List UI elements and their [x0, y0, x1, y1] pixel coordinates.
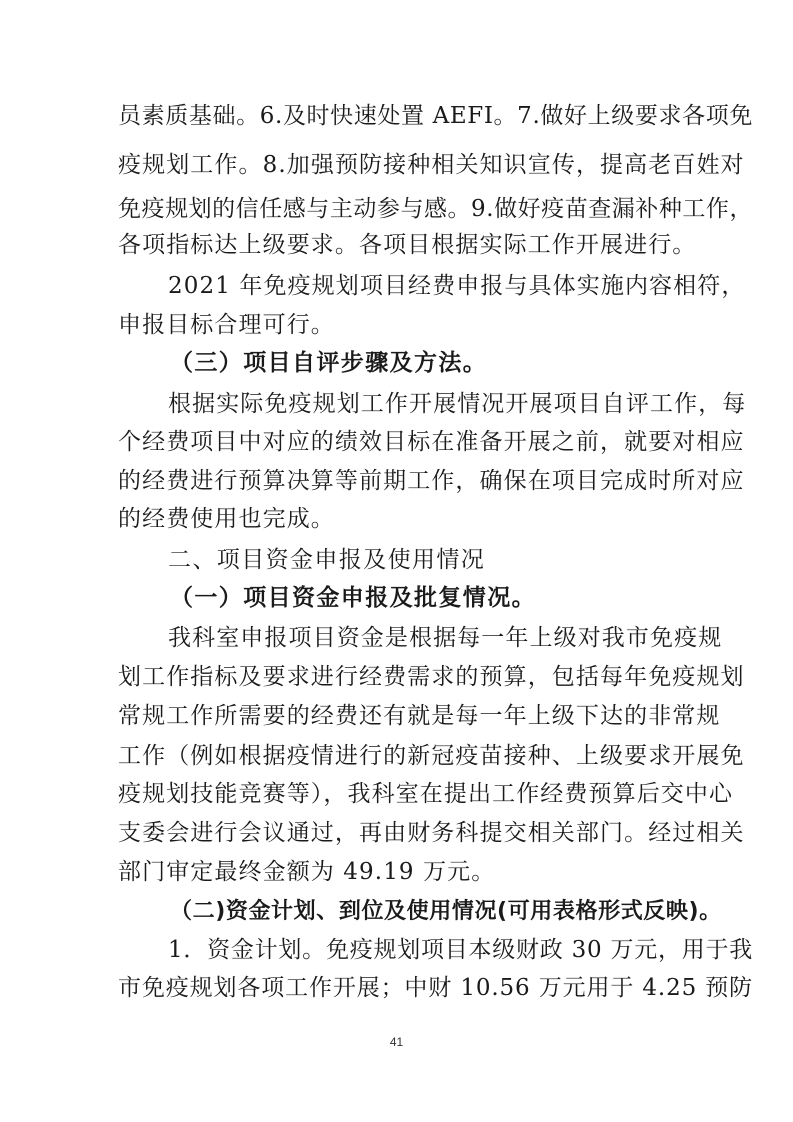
- paragraph-line: 根据实际免疫规划工作开展情况开展项目自评工作，每: [168, 391, 747, 417]
- section-heading: 二、项目资金申报及使用情况: [168, 547, 486, 573]
- paragraph-line: 的经费进行预算决算等前期工作，确保在项目完成时所对应: [118, 468, 745, 494]
- paragraph-line: 疫规划技能竞赛等），我科室在提出工作经费预算后交中心: [118, 781, 734, 807]
- paragraph-line: 工作（例如根据疫情进行的新冠疫苗接种、上级要求开展免: [118, 743, 745, 769]
- paragraph-line: 的经费使用也完成。: [118, 506, 335, 532]
- paragraph-line: 免疫规划的信任感与主动参与感。9.做好疫苗查漏补种工作，: [118, 196, 753, 222]
- paragraph-line: 各项指标达上级要求。各项目根据实际工作开展进行。: [118, 232, 697, 258]
- paragraph-line: 个经费项目中对应的绩效目标在准备开展之前，就要对相应: [118, 429, 745, 455]
- paragraph-line: 我科室申报项目资金是根据每一年上级对我市免疫规: [168, 625, 723, 651]
- subsection-heading: （二)资金计划、到位及使用情况(可用表格形式反映)。: [170, 899, 722, 924]
- paragraph-line: 部门审定最终金额为 49.19 万元。: [118, 859, 496, 885]
- paragraph-line: 支委会进行会议通过，再由财务科提交相关部门。经过相关: [118, 820, 745, 846]
- paragraph-line: 常规工作所需要的经费还有就是每一年上级下达的非常规: [118, 703, 721, 729]
- paragraph-line: 疫规划工作。8.加强预防接种相关知识宣传，提高老百姓对: [118, 152, 745, 178]
- paragraph-line: 申报目标合理可行。: [118, 312, 335, 338]
- paragraph-line: 2021 年免疫规划项目经费申报与具体实施内容相符，: [168, 273, 746, 299]
- paragraph-line: 市免疫规划各项工作开展；中财 10.56 万元用于 4.25 预防: [118, 975, 753, 1001]
- paragraph-line: 员素质基础。6.及时快速处置 AEFI。7.做好上级要求各项免: [118, 103, 753, 129]
- subsection-heading: （一）项目资金申报及批复情况。: [170, 585, 536, 611]
- subsection-heading: （三）项目自评步骤及方法。: [170, 350, 488, 376]
- page-number: 41: [389, 1035, 404, 1049]
- paragraph-line: 1．资金计划。免疫规划项目本级财政 30 万元，用于我: [168, 937, 753, 963]
- paragraph-line: 划工作指标及要求进行经费需求的预算，包括每年免疫规划: [118, 664, 745, 690]
